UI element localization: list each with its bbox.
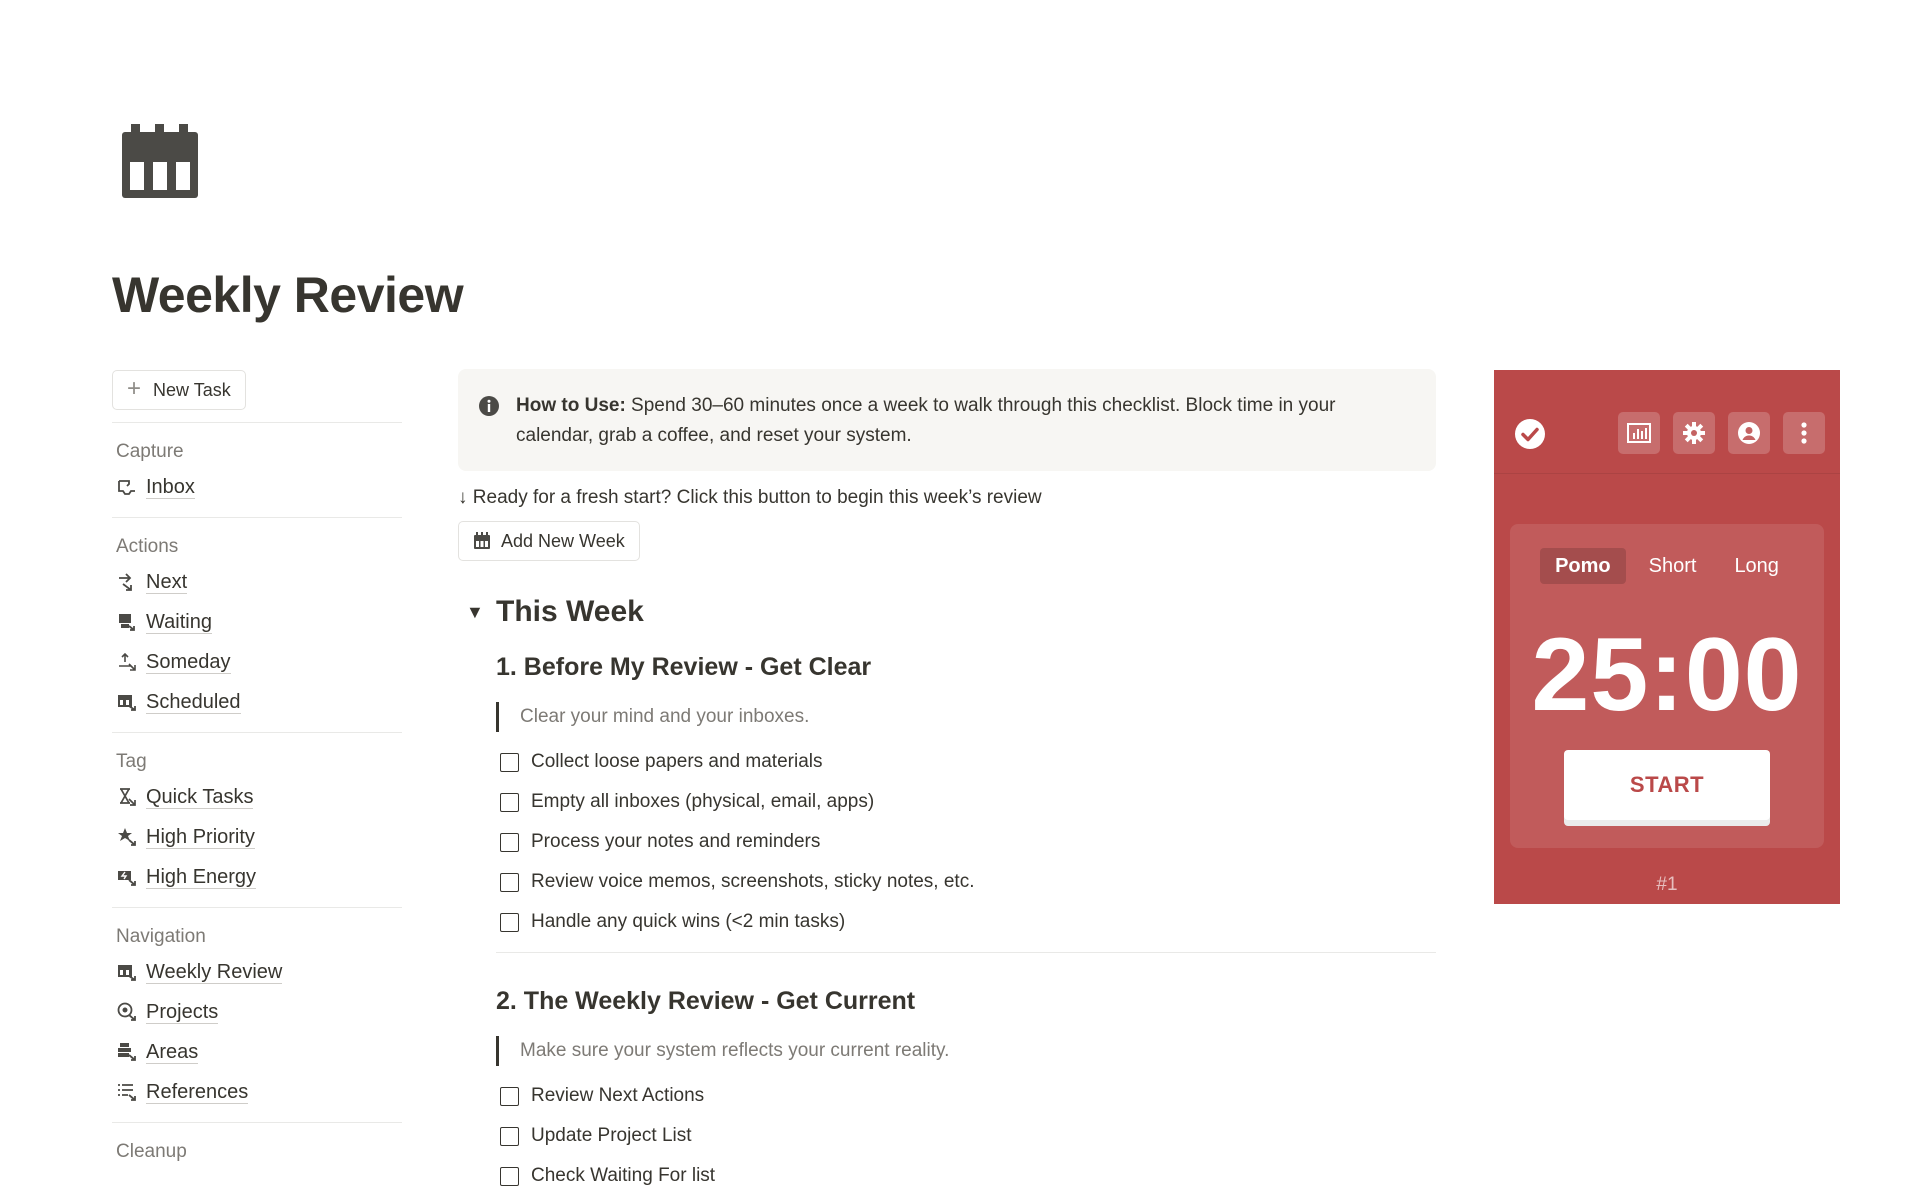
divider [112,1122,402,1123]
next-arrow-icon [116,571,138,593]
sidebar-item-areas[interactable] [116,1032,402,1072]
sidebar-item-label: Projects [146,1000,219,1023]
divider [112,517,402,518]
todo-text: Check Waiting For list [531,1165,716,1186]
divider [112,422,402,423]
list-icon [116,1081,138,1103]
divider [112,732,402,733]
hourglass-icon [116,786,138,808]
divider [496,952,1436,953]
todo-checkbox[interactable] [500,833,519,852]
main-content [458,369,1436,1196]
sidebar-item-high-energy[interactable] [116,857,402,897]
battery-icon [116,866,138,888]
sidebar-item-label: Areas [146,1040,199,1063]
section-quote: Clear your mind and your inboxes. [496,702,1436,732]
group-title-capture: Capture [116,441,184,462]
waiting-icon [116,611,138,633]
todo-item [496,822,1436,862]
info-icon [478,395,500,417]
sidebar-item-scheduled[interactable] [116,682,402,722]
todo-text: Update Project List [531,1125,692,1146]
todo-text: Review voice memos, screenshots, sticky notes, etc. [531,871,975,892]
todo-item [496,782,1436,822]
group-title-tag: Tag [116,751,147,772]
fresh-start-prompt: ↓ Ready for a fresh start? Click this button to begin this week’s review [458,487,1042,508]
plus-icon: + [127,375,142,402]
check-circle-icon[interactable] [1514,418,1546,450]
todo-checkbox[interactable] [500,1167,519,1186]
timer-card [1510,524,1824,848]
section-quote: Make sure your system reflects your current reality. [496,1036,1436,1066]
stack-icon [116,1041,138,1063]
account-button[interactable] [1728,412,1770,454]
sidebar-item-next[interactable] [116,562,402,602]
toggle-triangle-icon[interactable]: ▼ [466,601,484,622]
sidebar-item-someday[interactable] [116,642,402,682]
sidebar [112,370,402,1167]
session-counter: #1 [1656,874,1678,895]
section-title: 1. Before My Review - Get Clear [496,653,872,681]
tab-long[interactable]: Long [1734,555,1779,577]
sidebar-item-quick-tasks[interactable] [116,777,402,817]
sidebar-item-label: Quick Tasks [146,785,254,808]
sidebar-item-waiting[interactable] [116,602,402,642]
todo-item [496,862,1436,902]
scheduled-calendar-icon [116,691,138,713]
sidebar-item-label: High Energy [146,865,257,888]
start-button[interactable]: START [1564,750,1770,820]
todo-text: Empty all inboxes (physical, email, apps) [531,791,875,812]
todo-text: Review Next Actions [531,1085,705,1106]
timer-mode-tabs [1510,548,1824,584]
todo-item [496,742,1436,782]
sidebar-item-label: Scheduled [146,690,241,713]
pomodoro-toolbar [1494,370,1840,474]
tab-short[interactable]: Short [1648,555,1697,577]
sidebar-item-inbox[interactable] [116,467,402,507]
sidebar-item-label: Next [146,570,188,593]
todo-text: Collect loose papers and materials [531,751,823,772]
callout-text: Spend 30–60 minutes once a week to walk through this checklist. Block time in your calendar, grab a coffee, and reset your system. [516,395,1336,446]
sidebar-item-projects[interactable] [116,992,402,1032]
group-title-actions: Actions [116,536,179,557]
todo-checkbox[interactable] [500,873,519,892]
settings-gear-icon [1682,421,1706,445]
calendar-icon [116,961,138,983]
new-task-button[interactable] [112,370,246,410]
sidebar-item-label: Inbox [146,475,195,498]
sidebar-item-label: High Priority [146,825,255,848]
settings-button[interactable] [1673,412,1715,454]
sidebar-item-high-priority[interactable] [116,817,402,857]
page-title: Weekly Review [112,267,464,323]
target-icon [116,1001,138,1023]
group-title-cleanup: Cleanup [116,1141,187,1162]
todo-checkbox[interactable] [500,1127,519,1146]
pomodoro-widget [1494,370,1840,904]
star-icon [116,826,138,848]
section-get-clear [496,653,1436,1196]
sidebar-item-references[interactable] [116,1072,402,1112]
todo-checkbox[interactable] [500,913,519,932]
sidebar-item-label: Weekly Review [146,960,283,983]
add-new-week-button[interactable] [458,521,640,561]
toggle-this-week[interactable] [458,595,1436,629]
todo-checkbox[interactable] [500,1087,519,1106]
sidebar-item-label: References [146,1080,249,1103]
sidebar-item-label: Someday [146,650,231,673]
report-icon [1627,423,1651,443]
todo-item [496,1156,1436,1196]
todo-checkbox[interactable] [500,793,519,812]
todo-item [496,902,1436,942]
how-to-use-callout [458,369,1436,471]
tab-pomo[interactable]: Pomo [1540,548,1626,584]
more-vertical-icon [1800,422,1808,444]
calendar-icon [473,532,491,550]
new-task-label: New Task [153,379,231,400]
timer-display: 25:00 [1531,617,1803,733]
callout-bold: How to Use: [516,395,626,416]
section-title: 2. The Weekly Review - Get Current [496,987,916,1015]
todo-text: Process your notes and reminders [531,831,821,852]
divider [112,907,402,908]
calendar-icon [122,124,198,198]
add-new-week-label: Add New Week [501,530,625,551]
todo-item [496,1116,1436,1156]
someday-icon [116,651,138,673]
report-button[interactable] [1618,412,1660,454]
inbox-icon [116,476,138,498]
todo-item [496,1076,1436,1116]
sidebar-item-weekly-review[interactable] [116,952,402,992]
more-button[interactable] [1783,412,1825,454]
todo-checkbox[interactable] [500,753,519,772]
group-title-navigation: Navigation [116,926,206,947]
account-icon [1737,421,1761,445]
sidebar-item-label: Waiting [146,610,212,633]
todo-text: Handle any quick wins (<2 min tasks) [531,911,846,932]
toggle-heading: This Week [496,595,644,628]
